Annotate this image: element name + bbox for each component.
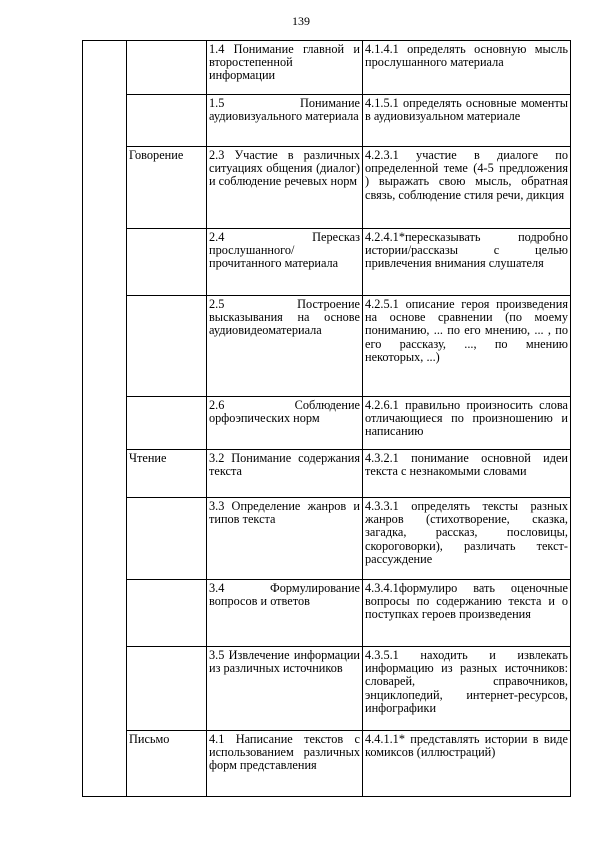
objective-cell: 4.2.3.1 участие в диалоге по определенной теме (4-5 предложения ) выражать свою мысль, обратная связь, соблюдение стиля речи, дикция (363, 147, 571, 229)
subgoal-cell: 1.5 Понимание аудиовизуального материала (207, 95, 363, 147)
grade-column-cell (83, 41, 127, 797)
section-cell (127, 95, 207, 147)
table-row (83, 647, 571, 731)
table-row (83, 229, 571, 296)
objective-cell: 4.3.2.1 понимание основной идеи текста с незнакомыми словами (363, 450, 571, 498)
section-cell (127, 647, 207, 731)
subgoal-cell: 2.3 Участие в различных ситуациях общения (диалог) и соблюдение речевых норм (207, 147, 363, 229)
subgoal-cell: 2.5 Построение высказывания на основе аудиовидеоматериала (207, 296, 363, 397)
table-row (83, 580, 571, 647)
table-row (83, 296, 571, 397)
section-cell: Говорение (127, 147, 207, 229)
curriculum-table (82, 40, 571, 797)
section-cell (127, 580, 207, 647)
table-row (83, 731, 571, 797)
subgoal-cell: 3.3 Определение жанров и типов текста (207, 498, 363, 580)
section-cell: Чтение (127, 450, 207, 498)
section-cell (127, 229, 207, 296)
objective-cell: 4.1.5.1 определять основные моменты в аудиовизуальном материале (363, 95, 571, 147)
table-row (83, 147, 571, 229)
page-number: 139 (292, 14, 310, 28)
table-row (83, 397, 571, 450)
objective-cell: 4.2.5.1 описание героя произведения на основе сравнении (по моему пониманию, ... по его мнению, ... , по его рассказу, ..., по мнению некоторых, ...) (363, 296, 571, 397)
subgoal-cell: 3.2 Понимание содержания текста (207, 450, 363, 498)
objective-cell: 4.2.4.1*пересказывать подробно истории/рассказы с целью привлечения внимания слушателя (363, 229, 571, 296)
objective-cell: 4.2.6.1 правильно произносить слова отличающиеся по произношению и написанию (363, 397, 571, 450)
objective-cell: 4.4.1.1* представлять истории в виде комиксов (иллюстраций) (363, 731, 571, 797)
subgoal-cell: 1.4 Понимание главной и второстепенной информации (207, 41, 363, 95)
section-cell (127, 296, 207, 397)
subgoal-cell: 3.4 Формулирование вопросов и ответов (207, 580, 363, 647)
section-cell (127, 41, 207, 95)
subgoal-cell: 3.5 Извлечение информации из различных источников (207, 647, 363, 731)
section-cell: Письмо (127, 731, 207, 797)
objective-cell: 4.3.4.1формулиро вать оценочные вопросы по содержанию текста и о поступках героев произведения (363, 580, 571, 647)
table-row (83, 450, 571, 498)
subgoal-cell: 2.4 Пересказ прослушанного/прочитанного материала (207, 229, 363, 296)
table-row (83, 498, 571, 580)
objective-cell: 4.3.5.1 находить и извлекать информацию из разных источников: словарей, справочников, энциклопедий, интернет-ресурсов, инфографики (363, 647, 571, 731)
subgoal-cell: 2.6 Соблюдение орфоэпических норм (207, 397, 363, 450)
table-row (83, 95, 571, 147)
subgoal-cell: 4.1 Написание текстов с использованием различных форм представления (207, 731, 363, 797)
objective-cell: 4.1.4.1 определять основную мысль прослушанного материала (363, 41, 571, 95)
objective-cell: 4.3.3.1 определять тексты разных жанров (стихотворение, сказка, загадка, рассказ, пословицы, скороговорки), различать текст-рассуждение (363, 498, 571, 580)
table-row (83, 41, 571, 95)
section-cell (127, 397, 207, 450)
section-cell (127, 498, 207, 580)
